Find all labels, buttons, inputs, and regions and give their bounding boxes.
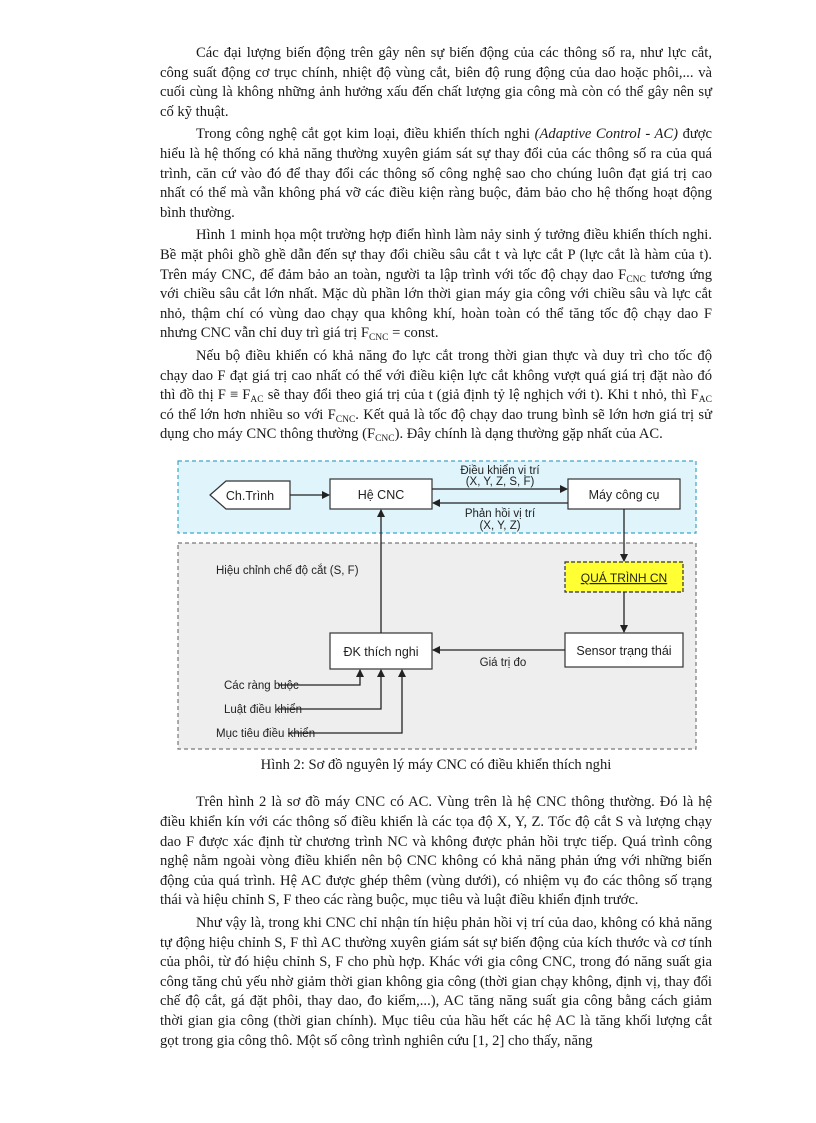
label-control-target: Mục tiêu điều khiển [216,727,316,740]
cnc-label: Hệ CNC [357,487,405,502]
label-correction: Hiệu chỉnh chế độ cắt (S, F) [216,564,359,577]
program-label: Ch.Trình [225,488,275,503]
paragraph-1: Các đại lượng biến động trên gây nên sự biến động của các thông số ra, như lực cắt, công suất động cơ trục chính, nhiệt độ vùng cắt, biên độ rung động của dao hoặc phôi,... và cuối cùng là không những ảnh hưởng xấu đến chất lượng gia công mà còn có thể gây nên sự cố kỹ thuật. [160,45,712,120]
label-measured-value: Giá trị đo [479,656,527,669]
paragraph-3: Hình 1 minh họa một trường hợp điển hình làm nảy sinh ý tưởng điều khiển thích nghi. Bề mặt phôi ghồ ghề dẫn đến sự thay đổi chiều sâu cắt t và lực cắt P (lực cắt là hàm của t). Trên máy CNC, để đảm bảo an toàn, người ta lập trình với tốc độ chạy dao $F_{CNC}$ tương ứng với chiều sâu cắt lớn nhất. Mặc dù phần lớn thời gian máy gia công với chiều sâu và lực cắt nhỏ, thậm chí có vùng dao chạy qua không khí, hoàn toàn có thể tăng tốc độ chạy dao F nhưng CNC vẫn chỉ duy trì giá trị $F_{CNC}$ = const. [160,227,712,344]
paragraph-2: Trong công nghệ cắt gọt kim loại, điều khiển thích nghi (Adaptive Control - AC) được hiểu là hệ thống có khả năng thường xuyên giám sát sự thay đổi của các thông số ra của quá trình, căn cứ vào đó để thay đổi các thông số công nghệ sao cho chúng luôn đạt giá trị cao nhất có thể mà vẫn không phá vỡ các điều kiện ràng buộc, đảm bảo cho hệ thống hoạt động bình thường. [160,126,712,221]
label-position-control-axes: (X, Y, Z, S, F) [465,475,535,488]
document-page [160,44,712,1054]
paragraph-6: Như vậy là, trong khi CNC chỉ nhận tín hiệu phản hồi vị trí của dao, không có khả năng tự động hiệu chỉnh S, F thì AC thường xuyên giám sát sự biến động của kích thước và cơ tính của phôi, từ đó hiệu chỉnh S, F cho phù hợp. Khác với gia công CNC, trong đó năng suất gia công tăng chủ yếu nhờ giảm thời gian không gia công (thời gian chạy không, định vị, thay đổi chế độ cắt, gá đặt phôi, thay dao, đo kiểm,...), AC tăng năng suất gia công bằng cách giảm thời gian gia công (thời gian chính). Mục tiêu của hầu hết các hệ AC là tăng khối lượng cắt gọt trong gia công thô. Một số công trình nghiên cứu [1, 2] cho thấy, năng [160,915,712,1049]
paragraph-5: Trên hình 2 là sơ đồ máy CNC có AC. Vùng trên là hệ CNC thông thường. Đó là hệ điều khiển kín với các thông số điều khiển là các tọa độ X, Y, Z. Tốc độ cắt S và lượng chạy dao F được xác định từ chương trình NC và không được phản hồi trực tiếp. Quá trình công nghệ nằm ngoài vòng điều khiển nên bộ CNC không có khả năng phản ứng với những biến động của quá trình. Hệ AC được ghép thêm (vùng dưới), có nhiệm vụ đo các thông số trạng thái và hiệu chỉnh S, F theo các ràng buộc, mục tiêu và luật điều khiển định trước. [160,794,712,909]
label-control-law: Luật điều khiển [224,703,303,716]
label-position-feedback-axes: (X, Y, Z) [479,519,521,532]
label-position-feedback: Phản hồi vị trí [464,507,536,520]
adaptive-label: ĐK thích nghi [343,644,419,659]
machine-label: Máy công cụ [588,487,660,502]
adaptive-control-term: (Adaptive Control - AC) [534,126,679,143]
sensor-label: Sensor trạng thái [576,643,672,658]
label-constraints: Các ràng buộc [224,679,299,692]
paragraph-4: Nếu bộ điều khiển có khả năng đo lực cắt trong thời gian thực và duy trì cho tốc độ chạy dao F đạt giá trị cao nhất có thể với điều kiện lực cắt không vượt quá giá trị đặt nào đó thì đồ thị $F \equiv F_{AC}$ sẽ thay đổi theo giá trị của t (giả định tỷ lệ nghịch với t). Khi t nhỏ, thì $F_{AC}$ có thể lớn hơn nhiều so với $F_{CNC}$. Kết quả là tốc độ chạy dao trung bình sẽ lớn hơn giá trị sử dụng cho máy CNC thông thường $(F_{CNC})$. Đây chính là dạng thường gặp nhất của AC. [160,347,713,445]
figure-2-diagram [160,459,712,752]
process-label: QUÁ TRÌNH CN [580,570,668,585]
diagram-svg [160,459,712,752]
label-position-control: Điều khiển vị trí [460,464,540,477]
figure-caption: Hình 2: Sơ đồ nguyên lý máy CNC có điều khiển thích nghi [260,756,612,773]
